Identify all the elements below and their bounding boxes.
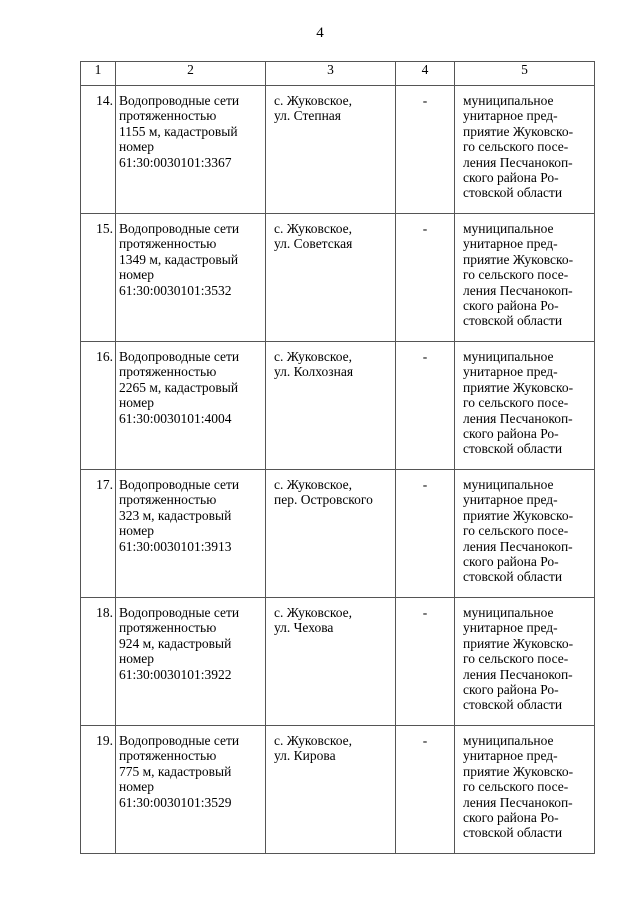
owner-cell: [455, 214, 595, 342]
table-row: [81, 86, 595, 214]
object-name-line: Водопроводные сети: [119, 477, 240, 492]
object-name-line: 323 м, кадастровый: [119, 507, 232, 523]
owner-line: го сельского посе-: [463, 651, 569, 667]
owner-line: приятие Жуковско-: [463, 507, 574, 523]
object-name-line: 61:30:0030101:3532: [119, 282, 232, 298]
owner-line: муниципальное: [463, 477, 554, 492]
object-name-line: 61:30:0030101:3913: [119, 538, 232, 554]
object-name-line: протяженностью: [119, 108, 217, 124]
object-name-line: протяженностью: [119, 364, 217, 380]
registry-table: [80, 61, 595, 854]
object-name-line: 2265 м, кадастровый: [119, 379, 239, 395]
owner-line: ления Песчанокоп-: [463, 666, 573, 682]
owner-line: стовской области: [463, 569, 563, 585]
owner-line: стовской области: [463, 441, 563, 457]
column-4-cell: -: [396, 470, 455, 598]
object-name-line: номер: [119, 779, 155, 795]
object-name-line: протяженностью: [119, 620, 217, 636]
owner-line: ского района Ро-: [463, 298, 559, 314]
owner-line: го сельского посе-: [463, 523, 569, 539]
address-line: ул. Советская: [274, 236, 353, 252]
owner-line: муниципальное: [463, 605, 554, 620]
column-4-cell: -: [396, 726, 455, 854]
object-name-line: Водопроводные сети: [119, 605, 240, 620]
owner-line: го сельского посе-: [463, 779, 569, 795]
table-row: [81, 470, 595, 598]
address-cell: [266, 726, 396, 854]
owner-line: муниципальное: [463, 221, 554, 236]
object-name-line: протяженностью: [119, 748, 217, 764]
owner-line: приятие Жуковско-: [463, 635, 574, 651]
address-line: с. Жуковское,: [274, 93, 352, 108]
owner-line: ления Песчанокоп-: [463, 154, 573, 170]
owner-line: стовской области: [463, 313, 563, 329]
address-cell: [266, 86, 396, 214]
address-line: с. Жуковское,: [274, 477, 352, 492]
column-header: 2: [116, 62, 266, 86]
address-line: ул. Чехова: [274, 620, 334, 636]
row-number-cell: 15.: [81, 214, 116, 342]
owner-line: ского района Ро-: [463, 682, 559, 698]
object-name-line: Водопроводные сети: [119, 221, 240, 236]
object-name-line: протяженностью: [119, 236, 217, 252]
row-number-cell: 19.: [81, 726, 116, 854]
owner-line: муниципальное: [463, 93, 554, 108]
address-line: ул. Колхозная: [274, 364, 354, 380]
address-line: с. Жуковское,: [274, 733, 352, 748]
object-name-line: номер: [119, 267, 155, 283]
address-cell: [266, 598, 396, 726]
object-name-line: 924 м, кадастровый: [119, 635, 232, 651]
object-name-line: Водопроводные сети: [119, 733, 240, 748]
object-name-line: Водопроводные сети: [119, 93, 240, 108]
row-number-cell: 16.: [81, 342, 116, 470]
owner-line: стовской области: [463, 185, 563, 201]
object-name-line: Водопроводные сети: [119, 349, 240, 364]
owner-line: унитарное пред-: [463, 108, 558, 124]
address-cell: [266, 470, 396, 598]
owner-line: стовской области: [463, 697, 563, 713]
owner-line: унитарное пред-: [463, 620, 558, 636]
object-name-line: протяженностью: [119, 492, 217, 508]
owner-line: приятие Жуковско-: [463, 123, 574, 139]
owner-line: ского района Ро-: [463, 554, 559, 570]
owner-line: приятие Жуковско-: [463, 763, 574, 779]
object-name-line: номер: [119, 523, 155, 539]
column-4-cell: -: [396, 86, 455, 214]
column-4-cell: -: [396, 214, 455, 342]
object-name-line: номер: [119, 651, 155, 667]
owner-line: го сельского посе-: [463, 395, 569, 411]
owner-line: стовской области: [463, 825, 563, 841]
owner-line: муниципальное: [463, 349, 554, 364]
table-row: [81, 214, 595, 342]
column-header: 1: [81, 62, 116, 86]
owner-line: унитарное пред-: [463, 492, 558, 508]
object-name-line: 1349 м, кадастровый: [119, 251, 239, 267]
owner-line: ского района Ро-: [463, 426, 559, 442]
object-name-line: номер: [119, 395, 155, 411]
owner-line: приятие Жуковско-: [463, 379, 574, 395]
row-number-cell: 14.: [81, 86, 116, 214]
object-name-cell: [116, 214, 266, 342]
object-name-line: 61:30:0030101:3367: [119, 154, 232, 170]
owner-line: муниципальное: [463, 733, 554, 748]
owner-cell: [455, 598, 595, 726]
column-header: 3: [266, 62, 396, 86]
column-4-cell: -: [396, 342, 455, 470]
row-number-cell: 18.: [81, 598, 116, 726]
object-name-cell: [116, 598, 266, 726]
owner-line: ления Песчанокоп-: [463, 794, 573, 810]
object-name-line: 61:30:0030101:3922: [119, 666, 232, 682]
table-body: [81, 86, 595, 854]
object-name-line: 61:30:0030101:3529: [119, 794, 232, 810]
table-row: [81, 726, 595, 854]
object-name-line: 1155 м, кадастровый: [119, 123, 238, 139]
owner-line: ления Песчанокоп-: [463, 410, 573, 426]
owner-cell: [455, 726, 595, 854]
table-row: [81, 342, 595, 470]
address-line: с. Жуковское,: [274, 605, 352, 620]
address-cell: [266, 214, 396, 342]
page-number: 4: [316, 25, 324, 41]
address-line: с. Жуковское,: [274, 221, 352, 236]
owner-cell: [455, 470, 595, 598]
owner-line: приятие Жуковско-: [463, 251, 574, 267]
column-header: 4: [396, 62, 455, 86]
object-name-line: номер: [119, 139, 155, 155]
address-line: с. Жуковское,: [274, 349, 352, 364]
address-line: ул. Степная: [274, 108, 342, 124]
column-header: 5: [455, 62, 595, 86]
owner-line: го сельского посе-: [463, 139, 569, 155]
table-header-row: [81, 62, 595, 86]
column-4-cell: -: [396, 598, 455, 726]
address-cell: [266, 342, 396, 470]
owner-line: ского района Ро-: [463, 810, 559, 826]
object-name-line: 775 м, кадастровый: [119, 763, 232, 779]
address-line: ул. Кирова: [274, 748, 336, 764]
owner-line: ского района Ро-: [463, 170, 559, 186]
object-name-cell: [116, 342, 266, 470]
owner-line: ления Песчанокоп-: [463, 282, 573, 298]
address-line: пер. Островского: [274, 492, 373, 508]
table-row: [81, 598, 595, 726]
owner-line: унитарное пред-: [463, 748, 558, 764]
row-number-cell: 17.: [81, 470, 116, 598]
object-name-cell: [116, 86, 266, 214]
owner-cell: [455, 86, 595, 214]
owner-line: унитарное пред-: [463, 364, 558, 380]
owner-line: унитарное пред-: [463, 236, 558, 252]
owner-line: го сельского посе-: [463, 267, 569, 283]
owner-line: ления Песчанокоп-: [463, 538, 573, 554]
object-name-cell: [116, 726, 266, 854]
object-name-line: 61:30:0030101:4004: [119, 410, 232, 426]
owner-cell: [455, 342, 595, 470]
object-name-cell: [116, 470, 266, 598]
